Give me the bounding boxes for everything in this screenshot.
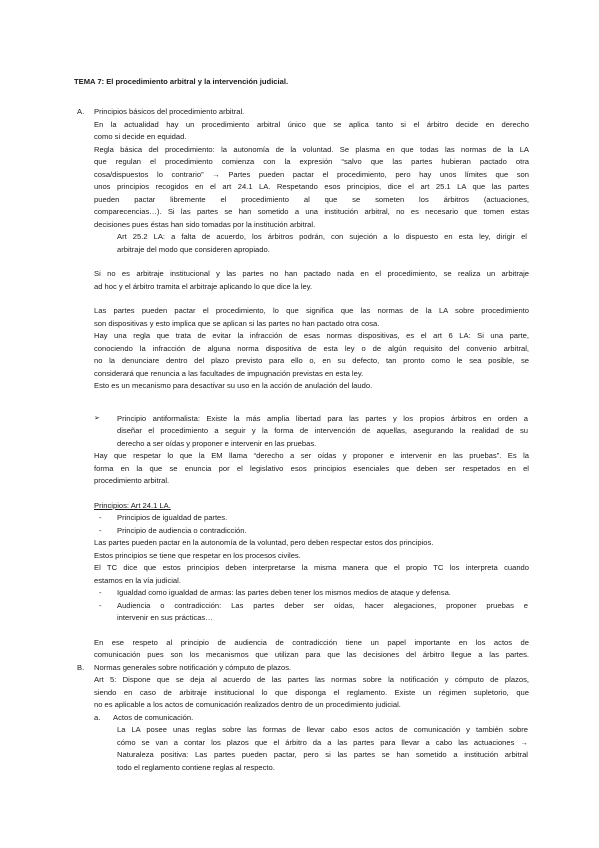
paragraph-line: cosa/dispuestos lo contrario” → Partes pueden pactar el procedimiento, pero hay unos límites que son xyxy=(94,170,529,179)
paragraph-line: Las partes pueden pactar el procedimiento, lo que significa que las normas de la LA sobre procedimiento xyxy=(94,306,529,315)
paragraph-line: decisiones pues éstas han sido tomadas por la institución arbitral. xyxy=(94,220,316,229)
section-a-marker: A. xyxy=(77,107,85,116)
paragraph-line: Hay una regla que trata de evitar la infracción de esas normas dispositivas, es el art 6 LA: Si una parte, xyxy=(94,331,529,340)
list-item: intervenir en sus prácticas… xyxy=(117,613,213,622)
dash-bullet: - xyxy=(99,588,102,597)
paragraph-line: no la denunciare dentro del plazo previsto para ello o, en su defecto, tan pronto como le sea posible, se xyxy=(94,356,529,365)
paragraph-line: Naturaleza positiva: Las partes pueden pactar, pero si las partes se han sometido a institución arbitral xyxy=(117,750,528,759)
paragraph-line: no es aplicable a los actos de comunicación realizados dentro de un procedimiento judicial. xyxy=(94,700,401,709)
paragraph-line: que regulan el procedimiento comienza con la expresión “salvo que las partes hubieran pactado otra xyxy=(94,157,529,166)
paragraph-line: Hay que respetar lo que la EM llama “derecho a ser oídas y proponer e intervenir en las pruebas”. Es la xyxy=(94,451,529,460)
paragraph-line: Esto es un mecanismo para desactivar su uso en la acción de anulación del laudo. xyxy=(94,381,373,390)
bullet-line: Principio antiformalista: Existe la más amplia libertad para las partes y los propios árbitros en orden a xyxy=(117,414,528,423)
paragraph-line: La LA posee unas reglas sobre las formas de llevar cabo esos actos de comunicación y también sobre xyxy=(117,725,528,734)
subsection-marker: a. xyxy=(94,713,101,722)
paragraph-line: como si decide en equidad. xyxy=(94,132,187,141)
paragraph-line: El TC dice que estos principios deben interpretarse la misma manera que el propio TC los interpreta cuando xyxy=(94,563,529,572)
section-a-heading: Principios básicos del procedimiento arbitral. xyxy=(94,107,245,116)
dash-bullet: - xyxy=(99,513,102,522)
paragraph-line: Estos principios se tiene que respetar en los procesos civiles. xyxy=(94,551,301,560)
paragraph-line: conociendo la infracción de alguna norma dispositiva de esta ley o de algún requisito del convenio arbitral, xyxy=(94,344,529,353)
section-b-heading: Normas generales sobre notificación y cómputo de plazos. xyxy=(94,663,292,672)
subsection-heading: Actos de comunicación. xyxy=(113,713,194,722)
paragraph-line: Las partes pueden pactar en la autonomía de la voluntad, pero deben respectar estos dos principios. xyxy=(94,538,434,547)
paragraph-line: En la actualidad hay un procedimiento arbitral único que se aplica tanto si el árbitro decide en derecho xyxy=(94,120,529,129)
bullet-line: derecho a ser oídas y proponer e intervenir en las pruebas. xyxy=(117,439,317,448)
paragraph-line: considerará que renuncia a las facultades de impugnación previstas en esta ley. xyxy=(94,369,364,378)
list-item: Principio de audiencia o contradicción. xyxy=(117,526,247,535)
dash-bullet: - xyxy=(99,601,102,610)
paragraph-line: comunicación pues son los mecanismos que utilizan para que las decisiones del árbitro llegue a las partes. xyxy=(94,650,529,659)
list-item: Igualdad como igualdad de armas: las partes deben tener los mismos medios de ataque y defensa. xyxy=(117,588,451,597)
paragraph-line: pueden pactar libremente el procedimiento al que se someten los árbitros (actuaciones, xyxy=(94,195,529,204)
paragraph-line: Art 5: Dispone que se deja al acuerdo de las partes las normas sobre la notificación y cómputo de plazos, xyxy=(94,675,529,684)
paragraph-line: cómo se van a contar los plazos que el árbitro da a las partes para llevar a cabo las actuaciones → xyxy=(117,738,528,747)
paragraph-line: todo el reglamento contiene reglas al respecto. xyxy=(117,763,275,772)
paragraph-line: siendo en caso de arbitraje institucional lo que disponga el reglamento. Existe un régimen supletorio, que xyxy=(94,688,529,697)
paragraph-line: unos principios recogidos en el art 24.1 LA. Respetando esos principios, dice el art 25.1 LA que las partes xyxy=(94,182,529,191)
quote-line: arbitraje del modo que consideren apropiado. xyxy=(117,245,270,254)
bullet-line: diseñar el procedimiento a seguir y la forma de intervención de aquellas, asegurando la realidad de su xyxy=(117,426,528,435)
paragraph-line: son dispositivas y esto implica que se aplican si las partes no han pactado otra cosa. xyxy=(94,319,380,328)
paragraph-line: ad hoc y el árbitro tramita el arbitraje aplicando lo que dice la ley. xyxy=(94,282,313,291)
paragraph-line: procedimiento arbitral. xyxy=(94,476,170,485)
paragraph-line: comparecencias…). Si las partes se han sometido a una institución arbitral, no es necesario que tomen estas xyxy=(94,207,529,216)
arrow-bullet-icon: ➢ xyxy=(94,415,100,422)
section-b-marker: B. xyxy=(77,663,85,672)
principios-heading: Principios: Art 24.1 LA. xyxy=(94,501,171,510)
paragraph-line: Si no es arbitraje institucional y las partes no han pactado nada en el procedimiento, se realiza un arbitraje xyxy=(94,269,529,278)
page-title: TEMA 7: El procedimiento arbitral y la intervención judicial. xyxy=(74,77,289,86)
paragraph-line: forma en la que se enuncia por el legislativo esos principios esenciales que deben ser respetados en el xyxy=(94,464,529,473)
paragraph-line: En ese respeto al principio de audiencia de contradicción tiene un papel importante en los actos de xyxy=(94,638,529,647)
list-item: Audiencia o contradicción: Las partes deber ser oídas, hacer alegaciones, proponer pruebas e xyxy=(117,601,528,610)
paragraph-line: Regla básica del procedimiento: la autonomía de la voluntad. Se plasma en que todas las normas de la LA xyxy=(94,145,529,154)
quote-line: Art 25.2 LA: a falta de acuerdo, los árbitros podrán, con sujeción a lo dispuesto en esta ley, dirigir el xyxy=(117,232,527,241)
dash-bullet: - xyxy=(99,526,102,535)
list-item: Principios de igualdad de partes. xyxy=(117,513,228,522)
paragraph-line: estamos en la vía judicial. xyxy=(94,576,181,585)
